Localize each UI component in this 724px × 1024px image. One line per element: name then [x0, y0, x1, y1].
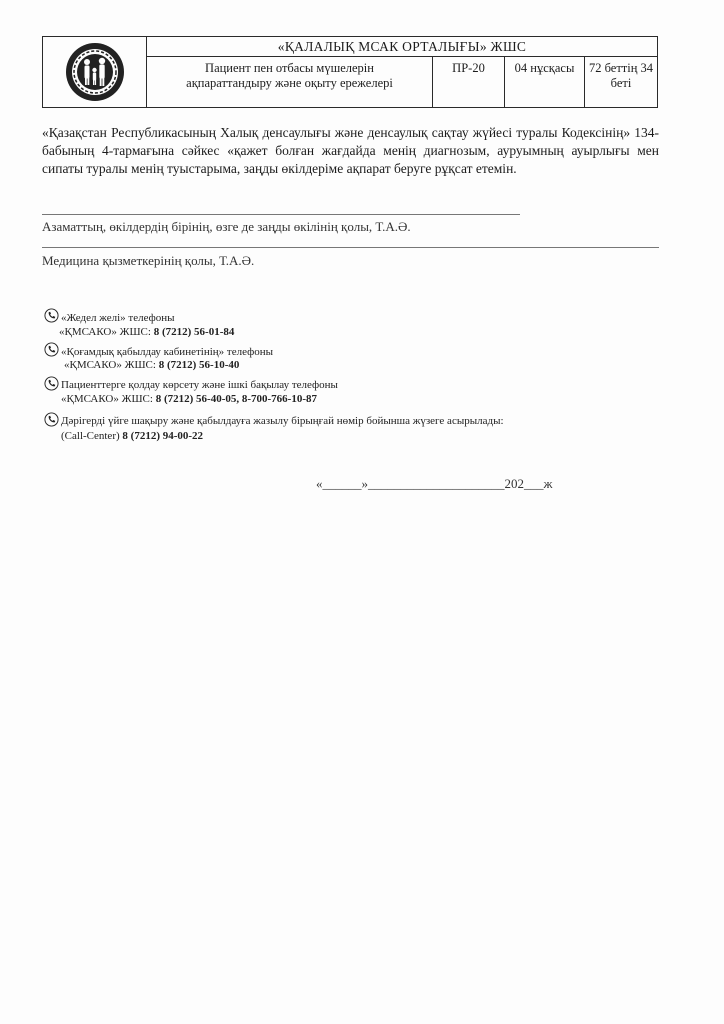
contact-call-center-number: 8 (7212) 94-00-22 [122, 430, 204, 442]
contact-patient-support-label: Пациенттерге қолдау көрсету және ішкі бақылау телефоны [61, 379, 338, 391]
contact-public-reception-number: 8 (7212) 56-10-40 [158, 359, 240, 371]
header-table [42, 36, 658, 108]
contact-hotline-phone [59, 326, 234, 339]
citizen-signature-label: Азаматтың, өкілдердің бірінің, өзге де заңды өкілінің қолы, Т.А.Ә. [42, 219, 411, 234]
contact-public-reception-org: «ҚМСАКО» ЖШС: [64, 359, 159, 371]
logo-cell [43, 37, 147, 107]
contact-call-center-org: (Call-Center) [61, 430, 123, 442]
contact-hotline-number: 8 (7212) 56-01-84 [153, 326, 235, 338]
page-info: 72 беттің 34 беті [588, 61, 654, 90]
document-version: 04 нұсқасы [505, 57, 585, 107]
consent-paragraph: «Қазақстан Республикасының Халық денсаулығы және денсаулық сақтау жүйесі туралы Кодексінің» 134-бабының 4-тармағына сәйкес «қажет болған жағдайда менің диагнозым, ауруымның ауырлығы мен сипаты туралы менің туыстарыма, заңды өкілдеріме ақпарат беруге рұқсат етемін. [42, 125, 659, 176]
document-title-line1: Пациент пен отбасы мүшелерін [205, 61, 374, 75]
contact-call-center-phone [61, 430, 203, 443]
contact-public-reception-label: «Қоғамдық қабылдау кабинетінің» телефоны [61, 346, 274, 358]
contact-patient-support-number: 8 (7212) 56-40-05, 8-700-766-10-87 [155, 393, 318, 405]
document-title-cell [147, 57, 433, 107]
date-line: «______»_____________________202___ж [316, 476, 553, 491]
document-code: ПР-20 [433, 57, 505, 107]
contact-patient-support-org: «ҚМСАКО» ЖШС: [61, 393, 156, 405]
phone-icon [44, 342, 59, 357]
phone-icon [44, 376, 59, 391]
organization-name: «ҚАЛАЛЫҚ МСАК ОРТАЛЫҒЫ» ЖШС [147, 37, 657, 57]
document-title-line2: ақпараттандыру және оқыту ережелері [186, 76, 393, 90]
citizen-signature-line [42, 214, 520, 215]
organization-logo [64, 41, 126, 103]
phone-icon [44, 412, 59, 427]
medic-signature-line [42, 247, 659, 248]
phone-icon [44, 308, 59, 323]
contact-hotline-label: «Жедел желі» телефоны [61, 312, 175, 324]
medic-signature-label: Медицина қызметкерінің қолы, Т.А.Ә. [42, 253, 255, 268]
contact-call-center-label: Дәрігерді үйге шақыру және қабылдауға жазылу бірыңғай нөмір бойынша жүзеге асырылады: [61, 415, 504, 427]
contact-patient-support-phone [61, 393, 317, 406]
contact-hotline-org: «ҚМСАКО» ЖШС: [59, 326, 154, 338]
contact-public-reception-phone [64, 359, 239, 372]
